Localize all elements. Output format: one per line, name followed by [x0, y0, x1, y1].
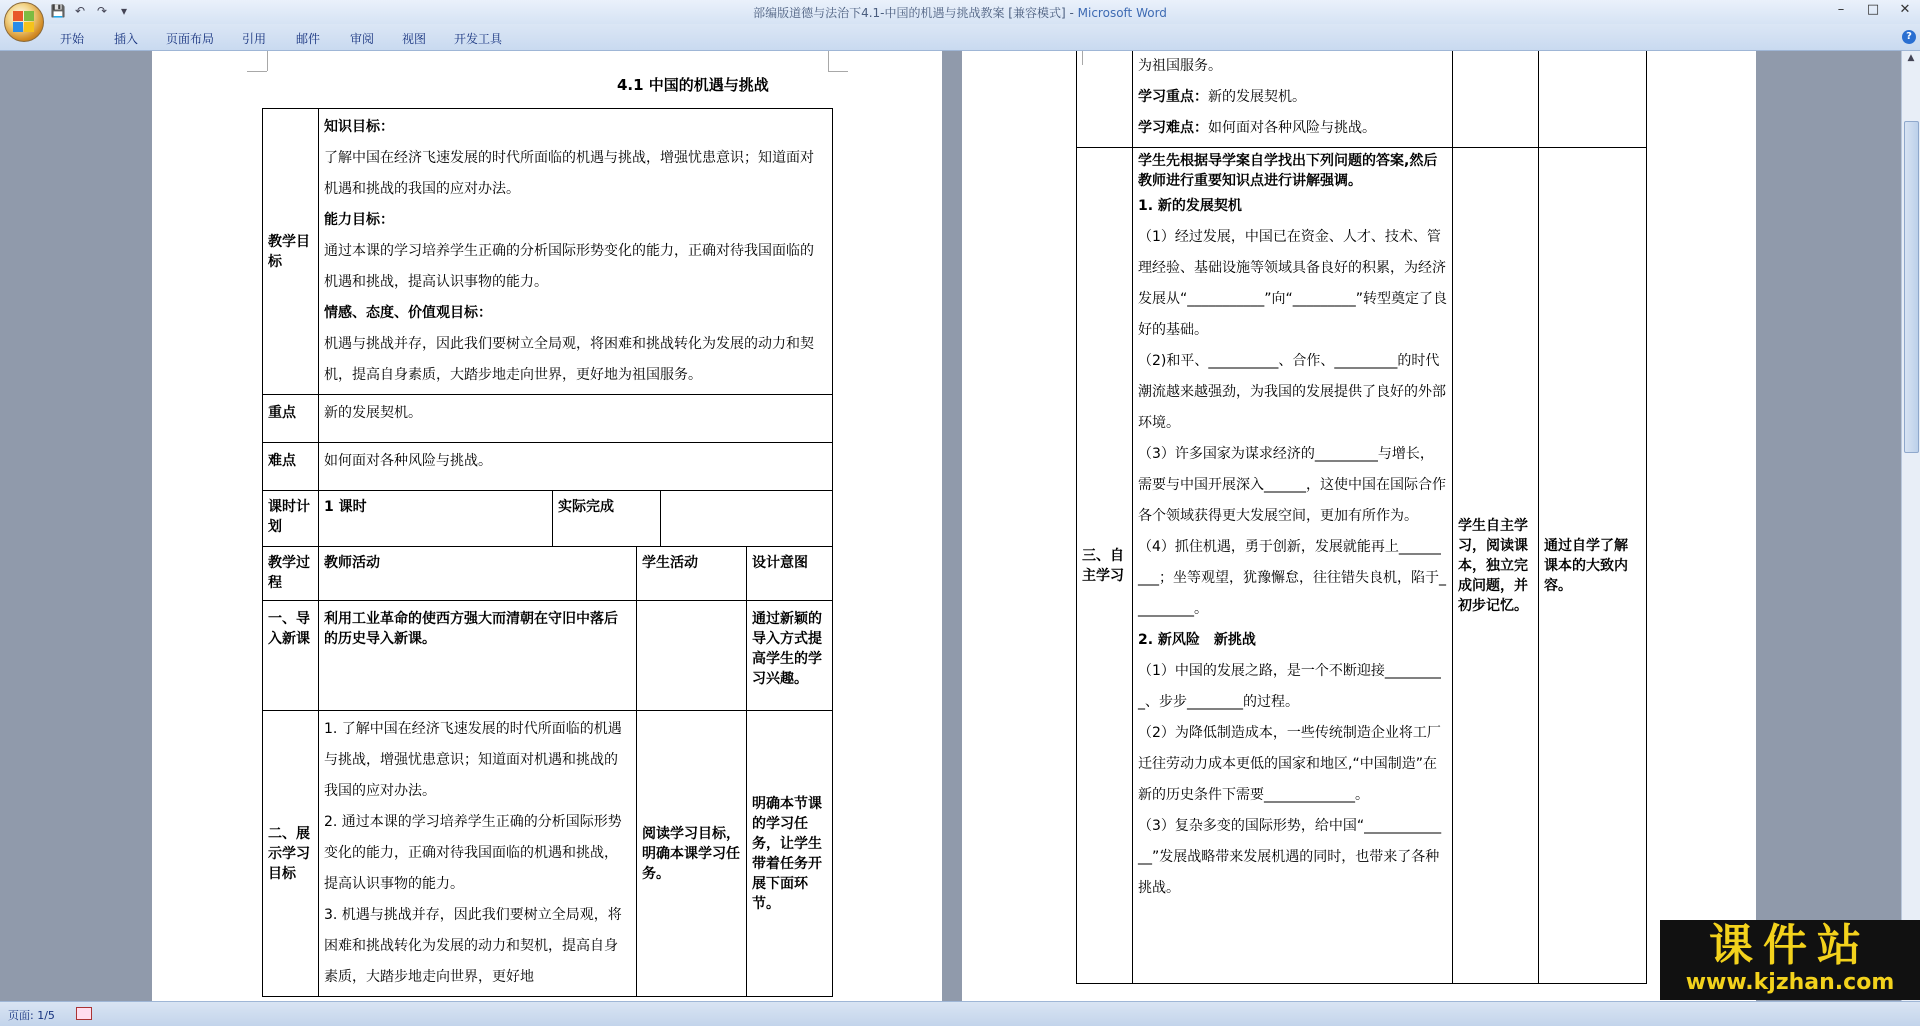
vertical-scrollbar[interactable] — [1901, 51, 1920, 1001]
table-row — [263, 491, 833, 547]
objectives-cell — [319, 109, 833, 395]
proofing-icon[interactable] — [76, 1007, 92, 1020]
status-bar — [0, 1001, 1920, 1026]
knowledge-head: 知识目标： — [324, 119, 394, 135]
table-row — [1077, 148, 1647, 984]
diff-text: 如何面对各种风险与挑战。 — [1208, 120, 1376, 136]
intro-label: 一、导入新课 — [263, 601, 319, 711]
maximize-icon[interactable]: □ — [1866, 2, 1880, 17]
difficulty-text: 如何面对各种风险与挑战。 — [319, 443, 833, 491]
document-area — [0, 51, 1902, 1001]
tab-developer[interactable]: 开发工具 — [454, 32, 503, 46]
table-row — [1077, 51, 1647, 148]
actual-label: 实际完成 — [553, 491, 661, 547]
cont-student-cell — [1453, 51, 1539, 148]
crop-mark — [267, 51, 268, 71]
key-head: 学习重点： — [1138, 89, 1208, 105]
ribbon-tabs — [0, 24, 1920, 51]
tab-insert[interactable]: 插入 — [114, 32, 139, 46]
section-2-p3: （3）复杂多变的国际形势，给中国“_____________”发展战略带来发展机遇的同时，也带来了各种挑战。 — [1138, 818, 1442, 896]
self-study-intro: 学生先根据导学案自学找出下列问题的答案,然后教师进行重要知识点进行讲解强调。 — [1138, 153, 1438, 189]
self-study-student: 学生自主学习，阅读课本，独立完成问题，并初步记忆。 — [1453, 148, 1539, 984]
table-row — [263, 443, 833, 491]
section-1-head: 1. 新的发展契机 — [1138, 198, 1242, 214]
cont-text: 为祖国服务。 — [1138, 58, 1222, 74]
page-count[interactable]: 页面: 1/5 — [8, 1009, 55, 1022]
emotion-head: 情感、态度、价值观目标： — [324, 305, 492, 321]
redo-icon[interactable]: ↷ — [96, 4, 108, 18]
watermark — [1660, 920, 1920, 1000]
window-controls — [1832, 2, 1914, 18]
tab-home[interactable]: 开始 — [60, 32, 85, 46]
table-row — [263, 711, 833, 997]
table-row — [263, 109, 833, 395]
show-teacher-3: 3. 机遇与挑战并存，因此我们要树立全局观，将困难和挑战转化为发展的动力和契机，提高自身素质，大踏步地走向世界，更好地 — [324, 907, 622, 985]
tab-page-layout[interactable]: 页面布局 — [166, 32, 215, 46]
self-study-design: 通过自学了解课本的大致内容。 — [1539, 148, 1647, 984]
section-1-p3: （3）许多国家为谋求经济的_________与增长，需要与中国开展深入______，这使中国在国际合作各个领域获得更大发展空间，更加有所作为。 — [1138, 446, 1446, 524]
tab-references[interactable]: 引用 — [242, 32, 267, 46]
section-1-p1: （1）经过发展，中国已在资金、人才、技术、管理经验、基础设施等领域具备良好的积累，为经济发展从“___________”向“_________”转型奠定了良好的基础。 — [1138, 229, 1448, 338]
lesson-table-2 — [1076, 51, 1647, 984]
intro-teacher: 利用工业革命的使西方强大而清朝在守旧中落后的历史导入新课。 — [319, 601, 637, 711]
difficulty-label: 难点 — [263, 443, 319, 491]
ability-text: 通过本课的学习培养学生正确的分析国际形势变化的能力，正确对待我国面临的机遇和挑战，提高认识事物的能力。 — [324, 243, 814, 290]
section-2-head: 2. 新风险 新挑战 — [1138, 632, 1256, 648]
lesson-table-1 — [262, 108, 833, 997]
cont-label-cell — [1077, 51, 1133, 148]
watermark-title: 课件站 — [1709, 920, 1871, 971]
page-1 — [152, 51, 942, 1001]
cont-design-cell — [1539, 51, 1647, 148]
ability-head: 能力目标： — [324, 212, 394, 228]
section-1-p2: （2)和平、__________、合作、_________的时代潮流越来越强劲，为我国的发展提供了良好的外部环境。 — [1138, 353, 1446, 431]
design-intent-head: 设计意图 — [747, 547, 833, 601]
objectives-label: 教学目标 — [263, 109, 319, 395]
minimize-icon[interactable]: – — [1837, 2, 1845, 17]
cont-cell — [1133, 51, 1453, 148]
customize-toolbar-icon[interactable]: ▾ — [120, 4, 128, 18]
self-study-label: 三、自主学习 — [1077, 148, 1133, 984]
scroll-up-icon[interactable]: ▲ — [1907, 53, 1915, 63]
show-design: 明确本节课的学习任务，让学生带着任务开展下面环节。 — [747, 711, 833, 997]
close-icon[interactable]: ✕ — [1899, 2, 1911, 17]
document-name: 部编版道德与法治下4.1-中国的机遇与挑战教案 [兼容模式] - — [753, 6, 1078, 20]
key-text: 新的发展契机。 — [319, 395, 833, 443]
office-logo-icon — [13, 11, 35, 33]
table-row — [263, 601, 833, 711]
key-label: 重点 — [263, 395, 319, 443]
show-student: 阅读学习目标，明确本课学习任务。 — [637, 711, 747, 997]
page-2 — [962, 51, 1756, 1001]
actual-value — [661, 491, 833, 547]
show-objectives-label: 二、展示学习目标 — [263, 711, 319, 997]
self-study-cell — [1133, 148, 1453, 984]
section-2-p1: （1）中国的发展之路，是一个不断迎接_________、步步________的过程。 — [1138, 663, 1441, 710]
tab-view[interactable]: 视图 — [402, 32, 427, 46]
tab-review[interactable]: 审阅 — [350, 32, 375, 46]
process-label: 教学过程 — [263, 547, 319, 601]
knowledge-text: 了解中国在经济飞速发展的时代所面临的机遇与挑战，增强忧患意识；知道面对机遇和挑战的我国的应对办法。 — [324, 150, 814, 197]
crop-mark — [828, 51, 829, 71]
section-2-p2: （2）为降低制造成本，一些传统制造企业将工厂迁往劳动力成本更低的国家和地区,“中国制造”在新的历史条件下需要_____________。 — [1138, 725, 1441, 803]
show-teacher-1: 1. 了解中国在经济飞速发展的时代所面临的机遇与挑战，增强忧患意识；知道面对机遇和挑战的我国的应对办法。 — [324, 721, 622, 799]
intro-student — [637, 601, 747, 711]
scrollbar-thumb[interactable] — [1904, 121, 1919, 453]
show-teacher-2: 2. 通过本课的学习培养学生正确的分析国际形势变化的能力，正确对待我国面临的机遇和挑战，提高认识事物的能力。 — [324, 814, 622, 892]
key-text: 新的发展契机。 — [1208, 89, 1306, 105]
show-teacher-cell — [319, 711, 637, 997]
tab-mailings[interactable]: 邮件 — [296, 32, 321, 46]
teacher-activity-head: 教师活动 — [319, 547, 637, 601]
office-button[interactable] — [4, 2, 44, 42]
schedule-label: 课时计划 — [263, 491, 319, 547]
table-row — [263, 395, 833, 443]
document-title: 4.1 中国的机遇与挑战 — [617, 76, 769, 94]
title-bar — [0, 0, 1920, 24]
table-row — [263, 547, 833, 601]
save-icon[interactable]: 💾 — [50, 4, 66, 18]
intro-design: 通过新颖的导入方式提高学生的学习兴趣。 — [747, 601, 833, 711]
crop-mark — [828, 71, 848, 72]
student-activity-head: 学生活动 — [637, 547, 747, 601]
watermark-url: www.kjzhan.com — [1685, 970, 1895, 995]
emotion-text: 机遇与挑战并存，因此我们要树立全局观，将困难和挑战转化为发展的动力和契机，提高自身素质，大踏步地走向世界，更好地为祖国服务。 — [324, 336, 814, 383]
schedule-value: 1 课时 — [319, 491, 553, 547]
window-title — [0, 4, 1920, 21]
undo-icon[interactable]: ↶ — [74, 4, 86, 18]
crop-mark — [247, 71, 267, 72]
diff-head: 学习难点： — [1138, 120, 1208, 136]
app-name: Microsoft Word — [1077, 6, 1167, 20]
section-1-p4: （4）抓住机遇，勇于创新，发展就能再上_________；坐等观望，犹豫懈怠，往往错失良机，陷于_________。 — [1138, 539, 1446, 617]
help-icon[interactable]: ? — [1902, 30, 1916, 44]
